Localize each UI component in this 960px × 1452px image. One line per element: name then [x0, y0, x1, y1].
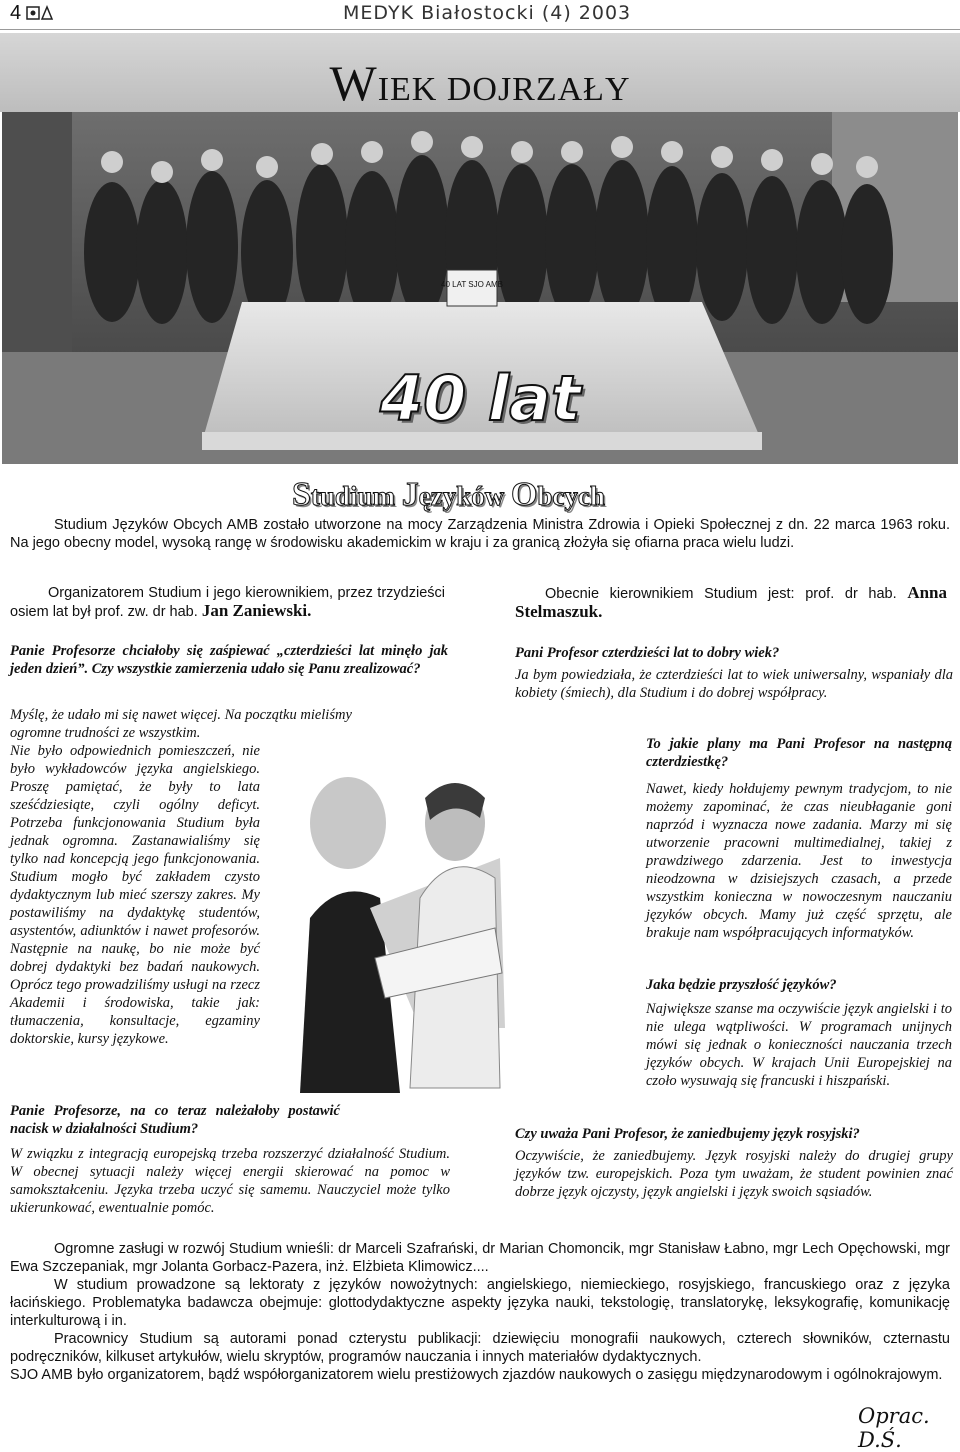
journal-logo-icon — [26, 3, 56, 23]
article-title — [0, 54, 960, 112]
interview-question-2: Panie Profesorze, na co teraz należałoby postawić nacisk w działalności Studium? — [10, 1103, 340, 1137]
portrait-photo — [270, 728, 505, 1093]
photo-overlay-40-lat: 40 lat — [380, 362, 581, 435]
right-question-3: Jaka będzie przyszłość języków? — [646, 977, 837, 993]
right-answer-4: Oczywiście, że zaniedbujemy. Język rosyjski należy do drugiej grupy języków tzw. europejskich. Poza tym uważam, że student powinien znać dobrze język ojczysty, język angielski i język swoich sąsiadów. — [515, 1148, 953, 1200]
photo-sign: 40 LAT SJO AMB — [441, 280, 503, 289]
head-paragraph: Obecnie kierownikiem Studium jest: prof. dr hab. Anna Stelmaszuk. — [515, 583, 947, 621]
head-surname: Stelmaszuk. — [515, 602, 603, 621]
title-initial: W — [329, 55, 378, 111]
interview-answer-1-top: Myślę, że udało mi się nawet więcej. Na początku mieliśmy — [10, 707, 352, 723]
head-name: Anna — [907, 583, 947, 602]
right-answer-3: Największe szanse ma oczywiście język angielski i to nie ulega wątpliwości. W programach unijnych mówi się jednak o konieczności nauczania trzech języków obcych. W krajach Unii Europejskiej na czoło wysuwają się francuski i hiszpański. — [646, 1001, 952, 1089]
title-rest: IEK DOJRZAŁY — [377, 71, 631, 108]
bottom-paragraph-4: SJO AMB było organizatorem, bądź współorganizatorem wielu prestiżowych zjazdów naukowych o zasięgu międzynarodowym i ogólnokrajowym. — [10, 1367, 943, 1383]
organizer-name: Jan Zaniewski. — [201, 601, 312, 620]
interview-answer-1: Nie było odpowiednich pomieszczeń, nie było wykładowców języka angielskiego. Proszę pamiętać, że były to lata sześćdziesiąte, czyli ogólny deficyt. Potrzeba funkcjonowania Studium była jednak ogromna. Zastanawialiśmy się tylko nad koncepcją jego funkcjonowania. Studium mogło być zakładem czysto dydaktycznym lub mieć szerszy zakres. My postawiliśmy na dydaktykę studentów, asystentów, adiunktów i nawet profesorów. Następnie na naukę, bo nie może być dobrej dydaktyki bez badań naukowych. Oprócz tego prowadziliśmy usługi na rzecz Akademii i środowiska, takie jak: tłumaczenia, konsultacje, egzaminy doktorskie, kursy językowe. — [10, 743, 260, 1047]
interview-question-1: Panie Profesorze chciałoby się zaśpiewać „czterdzieści lat minęło jak jeden dzień”. Czy wszystkie zamierzenia udało się Panu zrealizować? — [10, 643, 448, 677]
interview-answer-1-line2: ogromne trudności ze wszystkim. — [10, 725, 201, 741]
bottom-paragraph-2: W studium prowadzone są lektoraty z języków nowożytnych: angielskiego, niemieckiego, rosyjskiego, francuskiego oraz z języka łacińskiego. Problematyka badawcza obejmuje: glottodydaktyczne aspekty języka nauki, tekstologię, translatorykę, leksykografię, komunikację interkulturową i in. — [10, 1277, 950, 1329]
page-number: 4 — [10, 2, 22, 24]
interview-answer-2: W związku z integracją europejską trzeba rozszerzyć działalność Studium. W obecnej sytuacji należy więcej energii skierować na pomoc w samokształceniu. Języka trzeba uczyć się samemu. Nauczyciel może tylko ukierunkować, ewentualnie pomóc. — [10, 1146, 450, 1216]
bottom-paragraph-3: Pracownicy Studium są autorami ponad czterystu publikacji: dziewięciu monografii naukowych, czterech słowników, czternastu podręczników, kilkuset artykułów, wielu skryptów, programów nauczania i innych materiałów dydaktycznych. — [10, 1331, 950, 1365]
section-title: Studium Języków Obcych — [292, 476, 605, 513]
journal-title: MEDYK Białostocki (4) 2003 — [343, 2, 632, 24]
intro-paragraph: Studium Języków Obcych AMB zostało utworzone na mocy Zarządzenia Ministra Zdrowia i Opieki Społecznej z dn. 22 marca 1963 roku. Na jego obecny model, wysoką rangę w środowisku akademickim w kraju i za granicą złożyła się ofiarna praca wielu ludzi. — [10, 517, 950, 551]
page-header — [0, 0, 960, 30]
header-divider — [0, 29, 960, 30]
organizer-paragraph: Organizatorem Studium i jego kierownikiem, przez trzydzieści osiem lat był prof. zw. dr hab. Jan Zaniewski. — [10, 585, 445, 620]
right-question-1: Pani Profesor czterdzieści lat to dobry wiek? — [515, 645, 780, 661]
author-signature: Oprac. D.Ś. — [858, 1404, 930, 1452]
right-answer-2: Nawet, kiedy hołdujemy pewnym tradycjom, to nie możemy zapominać, że czas nieubłaganie goni naprzód i wyznacza nowe zadania. Marzy mi się utworzenie pracowni multimedialnej, takiej z prawdziwego zdarzenia. Jest to inwestycja nieodzowna w dzisiejszych czasach, a przede wszystkim konieczna w nowoczesnym nauczaniu języków obcych. Mamy już część sprzętu, ale brakuje nam współpracujących informatyków. — [646, 781, 952, 941]
bottom-paragraph-1: Ogromne zasługi w rozwój Studium wnieśli: dr Marceli Szafrański, dr Marian Chomoncik, mgr Stanisław Łabno, mgr Lech Opęchowski, mgr Ewa Szczepaniak, mgr Jolanta Gorbacz-Pazera, inż. Elżbieta Klimowicz.... — [10, 1241, 950, 1275]
right-answer-1: Ja bym powiedziała, że czterdzieści lat to wiek uniwersalny, wspaniały dla kobiety (śmiech), dla Studium i do dobrej współpracy. — [515, 667, 953, 701]
right-question-2: To jakie plany ma Pani Profesor na następną czterdziestkę? — [646, 736, 952, 770]
right-question-4: Czy uważa Pani Profesor, że zaniedbujemy język rosyjski? — [515, 1126, 860, 1142]
